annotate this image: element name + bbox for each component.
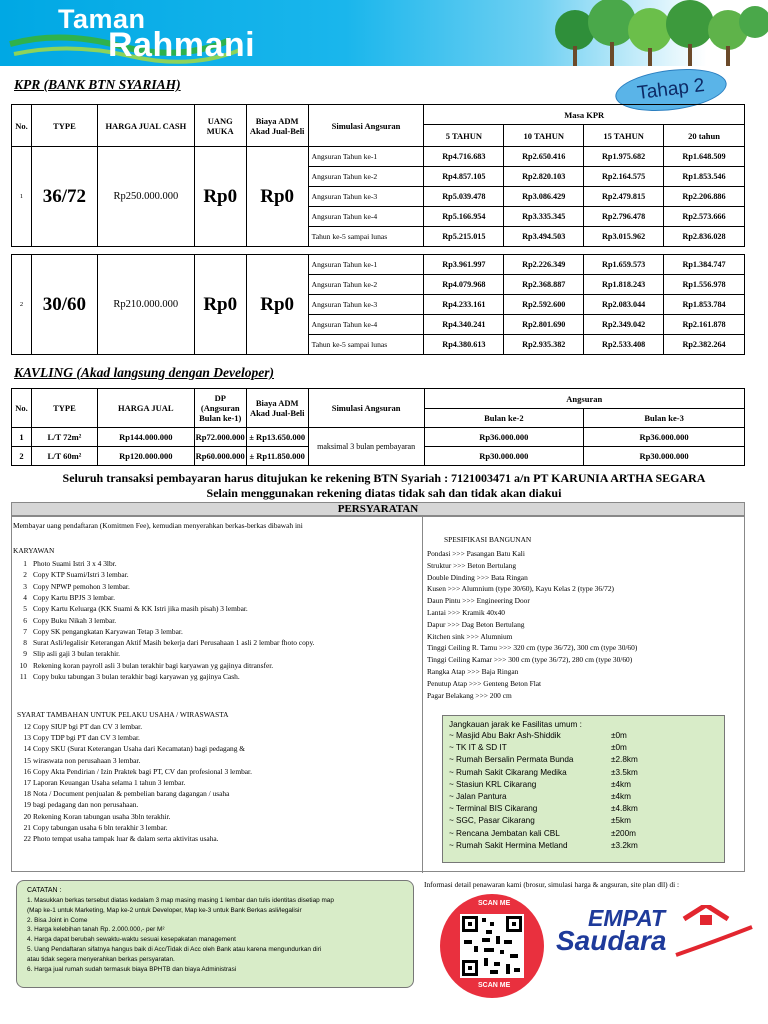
- col-dp: DP (Angsuran Bulan ke-1): [194, 389, 246, 428]
- brand-line2: Rahmani: [108, 26, 256, 64]
- facility-name: ~ Rencana Jembatan kali CBL: [449, 828, 560, 838]
- karyawan-item: Surat Asli/legalisir Keterangan Aktif Masih bekerja dari Perusahaan 1 asli 2 lembar fhoto copy.: [33, 638, 315, 648]
- sim-label: Angsuran Tahun ke-2: [308, 275, 424, 295]
- amount: Rp3.961.997: [424, 255, 504, 275]
- facility-name: ~ Terminal BIS Cikarang: [449, 804, 538, 814]
- row-dp: Rp72.000.000: [194, 428, 246, 447]
- amount: Rp1.853.546: [664, 167, 745, 187]
- spec-item: Tinggi Ceiling R. Tamu >>> 320 cm (type 36/72), 300 cm (type 30/60): [427, 643, 638, 653]
- wira-item: Rekening Koran tabungan usaha 3bln terakhir.: [33, 811, 171, 821]
- item-number: 17: [23, 778, 31, 787]
- row-adm: ± Rp13.650.000: [246, 428, 308, 447]
- unit-no: 1: [12, 147, 32, 247]
- amount: Rp1.659.573: [584, 255, 664, 275]
- unit-type: 30/60: [31, 255, 97, 355]
- col-harga: HARGA JUAL CASH: [97, 105, 194, 147]
- sim-label: Angsuran Tahun ke-3: [308, 295, 424, 315]
- tree-icon: [555, 0, 768, 66]
- col-20th: 20 tahun: [664, 125, 745, 147]
- divider: [422, 517, 423, 873]
- facility-distance: ±5km: [611, 816, 631, 826]
- spec-item: Lantai >>> Kramik 40x40: [427, 608, 505, 617]
- item-number: 15: [23, 755, 31, 765]
- sim-label: Angsuran Tahun ke-1: [308, 147, 424, 167]
- amount: Rp2.533.408: [584, 335, 664, 355]
- amount: Rp2.820.103: [504, 167, 584, 187]
- catatan-item: 2. Bisa Joint in Come: [27, 916, 88, 924]
- amount: Rp2.573.666: [664, 207, 745, 227]
- amount: Rp2.083.044: [584, 295, 664, 315]
- facility-distance: ±3.2km: [611, 840, 638, 850]
- col-bulan2: Bulan ke-2: [424, 409, 584, 428]
- qr-code[interactable]: [440, 894, 544, 998]
- item-number: 5: [23, 604, 27, 614]
- spec-item: Tinggi Ceiling Kamar >>> 300 cm (type 36/72), 280 cm (type 30/60): [427, 655, 633, 665]
- col-10th: 10 TAHUN: [504, 125, 584, 147]
- wira-item: Copy TDP bgi PT dan CV 3 lembar.: [33, 733, 140, 743]
- amount: Rp2.935.382: [504, 335, 584, 355]
- col-15th: 15 TAHUN: [584, 125, 664, 147]
- amount: Rp1.818.243: [584, 275, 664, 295]
- unit-dp: Rp0: [194, 255, 246, 355]
- qr-icon: [460, 914, 524, 978]
- amount: Rp2.368.887: [504, 275, 584, 295]
- item-number: 12: [23, 722, 31, 731]
- unit-type: 36/72: [31, 147, 97, 247]
- info-text: Informasi detail penawaran kami (brosur, simulasi harga & angsuran, site plan dll) di :: [424, 880, 680, 889]
- partner-line1: EMPAT: [588, 905, 666, 931]
- row-no: 1: [12, 428, 32, 447]
- spec-item: Pagar Belakang >>> 200 cm: [427, 690, 512, 700]
- kpr-title: KPR (BANK BTN SYARIAH): [14, 77, 181, 92]
- item-number: 1: [23, 559, 27, 568]
- col-masa: Masa KPR: [424, 105, 745, 125]
- wira-item: Copy Akta Pendirian / Izin Praktek bagi PT, CV dan profesional 3 lembar.: [33, 766, 252, 776]
- spec-item: Pondasi >>> Pasangan Batu Kali: [427, 549, 525, 558]
- catatan-item: 1. Masukkan berkas tersebut diatas kedalam 3 map masing masing 1 lembar dan tulis identitas disetiap map: [27, 897, 334, 904]
- facility-name: ~ SGC, Pasar Cikarang: [449, 816, 535, 826]
- persy-intro: Membayar uang pendaftaran (Komitmen Fee), kemudian menyerahkan berkas-berkas dibawah ini: [13, 521, 303, 530]
- unit-adm: Rp0: [246, 147, 308, 247]
- amount: Rp4.857.105: [424, 167, 504, 187]
- catatan-box: [16, 880, 414, 988]
- col-uang-muka: UANG MUKA: [194, 105, 246, 147]
- item-number: 8: [23, 638, 27, 648]
- catatan-item: 6. Harga jual rumah sudah termasuk biaya BPHTB dan biaya Administrasi: [27, 965, 237, 973]
- brand-line1: Taman: [58, 4, 146, 34]
- qr-scan-top: SCAN ME: [478, 900, 511, 907]
- jarak-title: Jangkauan jarak ke Fasilitas umum :: [449, 720, 582, 729]
- amount: Rp2.349.042: [584, 315, 664, 335]
- karyawan-item: Copy Kartu Keluarga (KK Suami & KK Istri jika masih pisah) 3 lembar.: [33, 604, 248, 614]
- col-angsuran: Angsuran: [424, 389, 745, 409]
- kavling-title: KAVLING (Akad langsung dengan Developer): [14, 365, 275, 380]
- amount: Rp3.086.429: [504, 187, 584, 207]
- facility-distance: ±200m: [611, 828, 636, 838]
- amount: Rp1.648.509: [664, 147, 745, 167]
- spec-title: SPESIFIKASI BANGUNAN: [444, 535, 532, 544]
- amount: Rp5.039.478: [424, 187, 504, 207]
- item-number: 6: [23, 615, 27, 625]
- wira-item: Copy tabungan usaha 6 bln terakhir 3 lembar.: [33, 822, 168, 832]
- catatan-item: atau tidak segera menyerahkan berkas persyaratan.: [27, 955, 175, 963]
- wira-item: Nota / Document penjualan & pembelian barang dagangan / usaha: [33, 789, 230, 799]
- amount: Rp5.166.954: [424, 207, 504, 227]
- facility-name: ~ Rumah Bersalin Permata Bunda: [449, 755, 574, 765]
- item-number: 3: [23, 581, 27, 591]
- facility-name: ~ TK IT & SD IT: [449, 743, 507, 753]
- col-adm: Biaya ADM Akad Jual-Beli: [246, 105, 308, 147]
- item-number: 10: [19, 660, 27, 670]
- col-type: TYPE: [31, 105, 97, 147]
- amount: Rp3.494.503: [504, 227, 584, 247]
- row-type: L/T 60m²: [31, 447, 97, 466]
- facility-distance: ±4km: [611, 792, 631, 801]
- row-b2: Rp30.000.000: [424, 447, 584, 466]
- karyawan-item: Copy KTP Suami/Istri 3 lembar.: [33, 570, 129, 580]
- partner-logo: [556, 905, 756, 965]
- facility-distance: ±4km: [611, 779, 631, 789]
- col-no: No.: [12, 105, 32, 147]
- amount: Rp4.380.613: [424, 335, 504, 355]
- amount: Rp2.206.886: [664, 187, 745, 207]
- sim-label: Tahun ke-5 sampai lunas: [308, 227, 424, 247]
- unit-harga: Rp210.000.000: [97, 255, 194, 355]
- item-number: 13: [23, 733, 31, 743]
- sim-label: Angsuran Tahun ke-1: [308, 255, 424, 275]
- notice-line1: Seluruh transaksi pembayaran harus ditujukan ke rekening BTN Syariah : 7121003471 a/n PT KARUNIA ARTHA SEGARA: [62, 471, 706, 485]
- jarak-box: [442, 715, 725, 863]
- item-number: 11: [19, 672, 27, 681]
- row-harga: Rp120.000.000: [97, 447, 194, 466]
- amount: Rp1.975.682: [584, 147, 664, 167]
- amount: Rp2.479.815: [584, 187, 664, 207]
- col-bulan3: Bulan ke-3: [584, 409, 745, 428]
- karyawan-item: Copy SK pengangkatan Karyawan Tetap 3 lembar.: [33, 626, 183, 636]
- karyawan-title: KARYAWAN: [13, 546, 55, 555]
- amount: Rp2.592.600: [504, 295, 584, 315]
- col-sim: Simulasi Angsuran: [308, 389, 424, 428]
- amount: Rp1.556.978: [664, 275, 745, 295]
- header-banner: [0, 0, 768, 66]
- karyawan-item: Copy NPWP pemohon 3 lembar.: [33, 581, 130, 591]
- kpr-unit2-table: [11, 254, 745, 355]
- row-b3: Rp36.000.000: [584, 428, 745, 447]
- unit-dp: Rp0: [194, 147, 246, 247]
- amount: Rp2.164.575: [584, 167, 664, 187]
- amount: Rp2.161.878: [664, 315, 745, 335]
- facility-distance: ±4.8km: [611, 804, 638, 814]
- spec-item: Kusen >>> Alumnium (type 30/60), Kayu Kelas 2 (type 36/72): [427, 584, 614, 594]
- tahap-badge: Tahap 2: [613, 63, 729, 116]
- facility-name: ~ Rumah Sakit Cikarang Medika: [449, 767, 567, 777]
- wira-item: Photo tempat usaha tampak luar & dalam serta aktivitas usaha.: [33, 834, 219, 843]
- facility-distance: ±0m: [611, 743, 627, 753]
- row-b2: Rp36.000.000: [424, 428, 584, 447]
- spec-item: Double Dinding >>> Bata Ringan: [427, 572, 528, 582]
- sim-label: Tahun ke-5 sampai lunas: [308, 335, 424, 355]
- facility-distance: ±2.8km: [611, 755, 638, 765]
- karyawan-item: Copy buku tabungan 3 bulan terakhir bagi karyawan yg gajinya Cash.: [33, 672, 240, 681]
- partner-line2: Saudara: [556, 925, 667, 956]
- facility-name: ~ Jalan Pantura: [449, 792, 507, 801]
- spec-item: Penutup Atap >>> Genteng Beton Flat: [427, 678, 542, 688]
- facility-distance: ±3.5km: [611, 767, 638, 777]
- catatan-item: (Map ke-1 untuk Marketing, Map ke-2 untuk Developer, Map ke-3 untuk Bank Berkas asli/legalisir: [27, 906, 302, 914]
- catatan-item: 4. Harga dapat berubah sewaktu-waktu sesuai kesepakatan management: [27, 936, 236, 944]
- row-dp: Rp60.000.000: [194, 447, 246, 466]
- kpr-header-table: [11, 104, 745, 247]
- amount: Rp2.226.349: [504, 255, 584, 275]
- kavling-table: [11, 388, 745, 466]
- sim-label: Angsuran Tahun ke-3: [308, 187, 424, 207]
- amount: Rp5.215.015: [424, 227, 504, 247]
- row-sim: maksimal 3 bulan pembayaran: [308, 428, 424, 466]
- amount: Rp4.233.161: [424, 295, 504, 315]
- wira-item: Copy SKU (Surat Keterangan Usaha dari Kecamatan) bagi pedagang &: [33, 744, 245, 754]
- item-number: 14: [23, 744, 31, 754]
- spec-item: Rangka Atap >>> Baja Ringan: [427, 667, 519, 676]
- amount: Rp2.836.028: [664, 227, 745, 247]
- facility-name: ~ Stasiun KRL Cikarang: [449, 779, 537, 789]
- facility-name: ~ Masjid Abu Bakr Ash-Shiddik: [449, 731, 561, 740]
- karyawan-item: Rekening koran payroll asli 3 bulan terakhir bagi karyawan yg gajinya ditransfer.: [33, 660, 274, 670]
- amount: Rp2.650.416: [504, 147, 584, 167]
- row-type: L/T 72m²: [31, 428, 97, 447]
- amount: Rp2.796.478: [584, 207, 664, 227]
- item-number: 7: [23, 626, 27, 636]
- col-sim: Simulasi Angsuran: [308, 105, 424, 147]
- unit-no: 2: [12, 255, 32, 355]
- notice-line2: Selain menggunakan rekening diatas tidak sah dan tidak akan diakui: [206, 486, 562, 500]
- qr-scan-bottom: SCAN ME: [478, 982, 511, 989]
- item-number: 21: [23, 822, 31, 832]
- karyawan-item: Copy Kartu BPJS 3 lembar.: [33, 592, 115, 602]
- item-number: 2: [23, 570, 27, 580]
- row-no: 2: [12, 447, 32, 466]
- amount: Rp1.384.747: [664, 255, 745, 275]
- sim-label: Angsuran Tahun ke-2: [308, 167, 424, 187]
- catatan-title: CATATAN :: [27, 887, 62, 894]
- karyawan-item: Copy Buku Nikah 3 lembar.: [33, 615, 117, 625]
- wira-title: SYARAT TAMBAHAN UNTUK PELAKU USAHA / WIRASWASTA: [17, 710, 229, 719]
- item-number: 19: [23, 800, 31, 810]
- amount: Rp2.801.690: [504, 315, 584, 335]
- spec-item: Dapur >>> Dag Beton Bertulang: [427, 619, 525, 629]
- col-no: No.: [12, 389, 32, 428]
- row-adm: ± Rp11.850.000: [246, 447, 308, 466]
- unit-adm: Rp0: [246, 255, 308, 355]
- catatan-item: 5. Uang Pendaftaran sifatnya hangus baik di Acc/Tidak di Acc oleh Bank atau karena mengundurkan diri: [27, 946, 322, 953]
- col-5th: 5 TAHUN: [424, 125, 504, 147]
- item-number: 16: [23, 766, 31, 776]
- item-number: 18: [23, 789, 31, 799]
- amount: Rp4.340.241: [424, 315, 504, 335]
- amount: Rp3.335.345: [504, 207, 584, 227]
- col-harga: HARGA JUAL: [97, 389, 194, 428]
- sim-label: Angsuran Tahun ke-4: [308, 315, 424, 335]
- qr-code-pattern: [460, 914, 524, 978]
- wira-item: Laporan Keuangan Usaha selama 1 tahun 3 lembar.: [33, 778, 186, 787]
- col-adm: Biaya ADM Akad Jual-Beli: [246, 389, 308, 428]
- facility-distance: ±0m: [611, 731, 627, 740]
- wira-item: bagi pedagang dan non perusahaan.: [33, 800, 139, 810]
- amount: Rp2.382.264: [664, 335, 745, 355]
- item-number: 9: [23, 649, 27, 659]
- wira-item: Copy SIUP bgi PT dan CV 3 lembar.: [33, 722, 143, 731]
- karyawan-item: Photo Suami Istri 3 x 4 3lbr.: [33, 559, 117, 568]
- spec-item: Struktur >>> Beton Bertulang: [427, 560, 517, 570]
- amount: Rp4.079.968: [424, 275, 504, 295]
- amount: Rp3.015.962: [584, 227, 664, 247]
- row-harga: Rp144.000.000: [97, 428, 194, 447]
- item-number: 22: [23, 834, 31, 843]
- col-type: TYPE: [31, 389, 97, 428]
- amount: Rp4.716.683: [424, 147, 504, 167]
- sim-label: Angsuran Tahun ke-4: [308, 207, 424, 227]
- item-number: 20: [23, 811, 31, 821]
- karyawan-item: Slip asli gaji 3 bulan terakhir.: [33, 649, 121, 659]
- catatan-item: 3. Harga kelebihan tanah Rp. 2.000.000,- per M²: [27, 926, 165, 934]
- persyaratan-title: PERSYARATAN: [11, 502, 745, 516]
- facility-name: ~ Rumah Sakit Hermina Metland: [449, 840, 568, 850]
- spec-item: Daun Pintu >>> Engineering Door: [427, 596, 530, 606]
- wira-item: wiraswata non perusahaan 3 lembar.: [33, 755, 141, 765]
- spec-item: Kitchen sink >>> Alumnium: [427, 631, 513, 641]
- unit-harga: Rp250.000.000: [97, 147, 194, 247]
- row-b3: Rp30.000.000: [584, 447, 745, 466]
- amount: Rp1.853.784: [664, 295, 745, 315]
- item-number: 4: [23, 592, 27, 602]
